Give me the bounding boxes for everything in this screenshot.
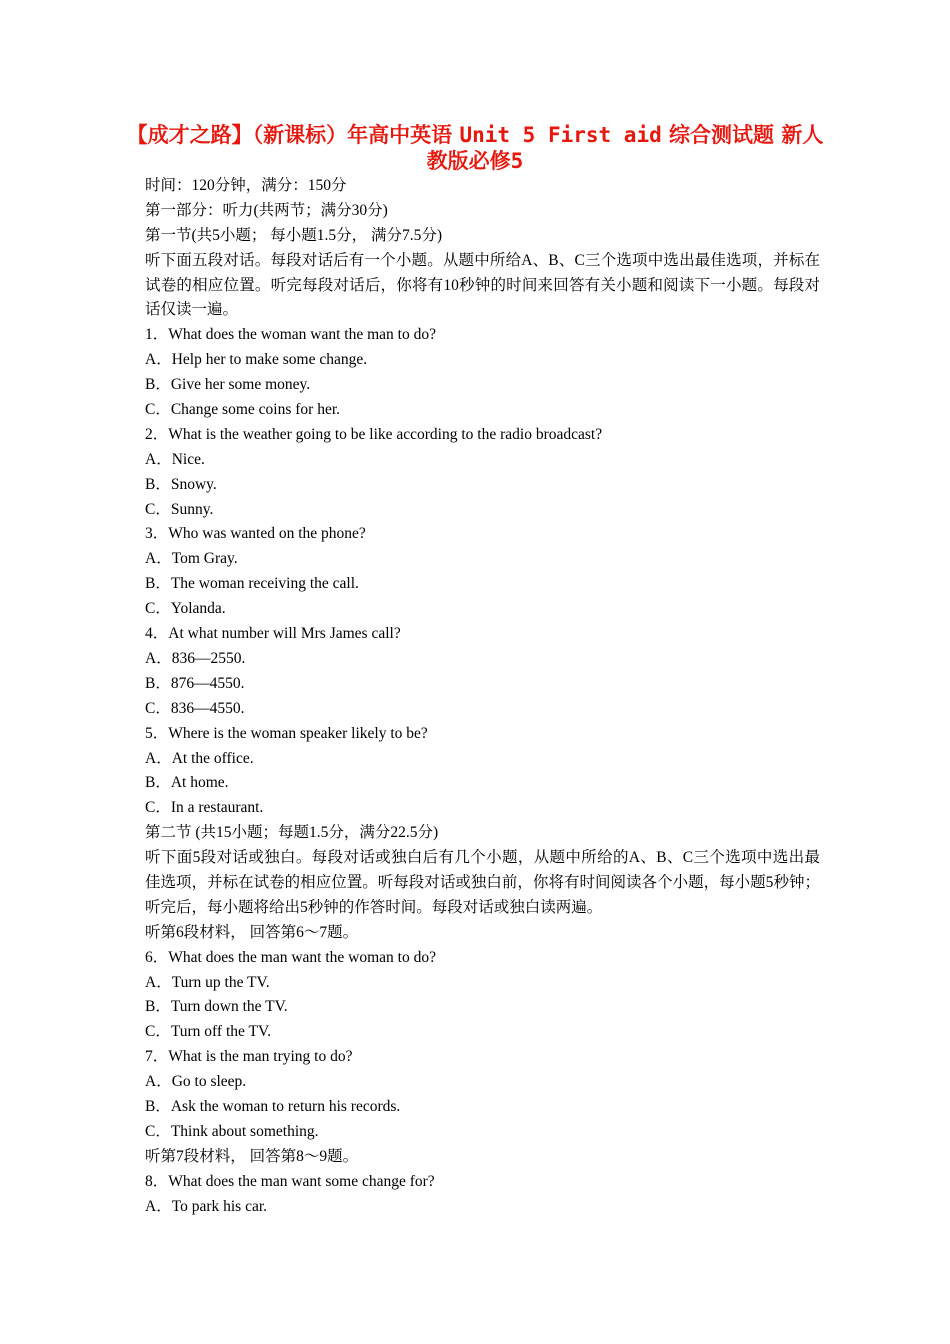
option-line: A．Help her to make some change. bbox=[145, 351, 368, 369]
option-line: B．The woman receiving the call. bbox=[145, 575, 359, 593]
option-line: C．In a restaurant. bbox=[145, 799, 264, 817]
material-header: 听第7段材料， 回答第8～9题。 bbox=[145, 1147, 359, 1165]
option-line: A．To park his car. bbox=[145, 1197, 268, 1215]
option-line: B．Give her some money. bbox=[145, 376, 311, 394]
section-one-instructions: 听下面五段对话。每段对话后有一个小题。从题中所给A、B、C三个选项中选出最佳选项，并标在试卷的相应位置。听完每段对话后，你将有10秒钟的时间来回答有关小题和阅读下一小题。每段对话仅读一遍。 bbox=[145, 251, 820, 319]
title-book-number: 5 bbox=[510, 149, 524, 173]
option-line: C．Change some coins for her. bbox=[145, 401, 341, 419]
option-line: A．At the office. bbox=[145, 749, 254, 767]
question-line: 7．What is the man trying to do? bbox=[145, 1048, 353, 1066]
question-line: 4．At what number will Mrs James call? bbox=[145, 625, 401, 643]
document-title bbox=[120, 122, 830, 174]
option-line: C．Sunny. bbox=[145, 500, 214, 518]
option-line: A．Tom Gray. bbox=[145, 550, 238, 568]
option-line: C．836—4550. bbox=[145, 699, 245, 717]
exam-time-info: 时间：120分钟，满分：150分 bbox=[145, 177, 347, 194]
question-line: 8．What does the man want some change for? bbox=[145, 1172, 435, 1190]
option-line: B．Snowy. bbox=[145, 475, 217, 493]
option-line: C．Turn off the TV. bbox=[145, 1023, 272, 1041]
question-line: 6．What does the man want the woman to do? bbox=[145, 948, 436, 966]
title-suffix: 综合测试题 新人教版必修 bbox=[426, 122, 824, 173]
question-line: 1．What does the woman want the man to do? bbox=[145, 326, 436, 344]
title-unit: Unit 5 First aid bbox=[459, 123, 662, 147]
option-line: B．At home. bbox=[145, 774, 229, 792]
option-line: A．Go to sleep. bbox=[145, 1073, 247, 1091]
material-header: 听第6段材料， 回答第6～7题。 bbox=[145, 923, 359, 941]
question-line: 5．Where is the woman speaker likely to be? bbox=[145, 724, 428, 742]
option-line: A．Nice. bbox=[145, 450, 205, 468]
question-line: 2．What is the weather going to be like according to the radio broadcast? bbox=[145, 425, 603, 443]
option-line: C．Think about something. bbox=[145, 1122, 319, 1140]
title-prefix: 【成才之路】（新课标）年高中英语 bbox=[126, 122, 460, 147]
option-line: B．Ask the woman to return his records. bbox=[145, 1097, 401, 1115]
question-line: 3．Who was wanted on the phone? bbox=[145, 525, 366, 543]
option-line: C．Yolanda. bbox=[145, 600, 226, 618]
option-line: A．836—2550. bbox=[145, 649, 246, 667]
option-line: B．Turn down the TV. bbox=[145, 998, 288, 1016]
option-line: A．Turn up the TV. bbox=[145, 973, 270, 991]
section-two-instructions: 听下面5段对话或独白。每段对话或独白后有几个小题，从题中所给的A、B、C三个选项中选出最佳选项，并标在试卷的相应位置。听每段对话或独白前，你将有时间阅读各个小题，每小题5秒钟；听完后，每小题将给出5秒钟的作答时间。每段对话或独白读两遍。 bbox=[145, 849, 820, 916]
document-body bbox=[145, 174, 820, 1219]
section-one-header: 第一节(共5小题； 每小题1.5分， 满分7.5分) bbox=[145, 226, 443, 244]
section-two-header: 第二节 (共15小题；每题1.5分，满分22.5分) bbox=[145, 824, 439, 842]
part-one-header: 第一部分：听力(共两节；满分30分) bbox=[145, 201, 388, 219]
option-line: B．876—4550. bbox=[145, 674, 245, 692]
